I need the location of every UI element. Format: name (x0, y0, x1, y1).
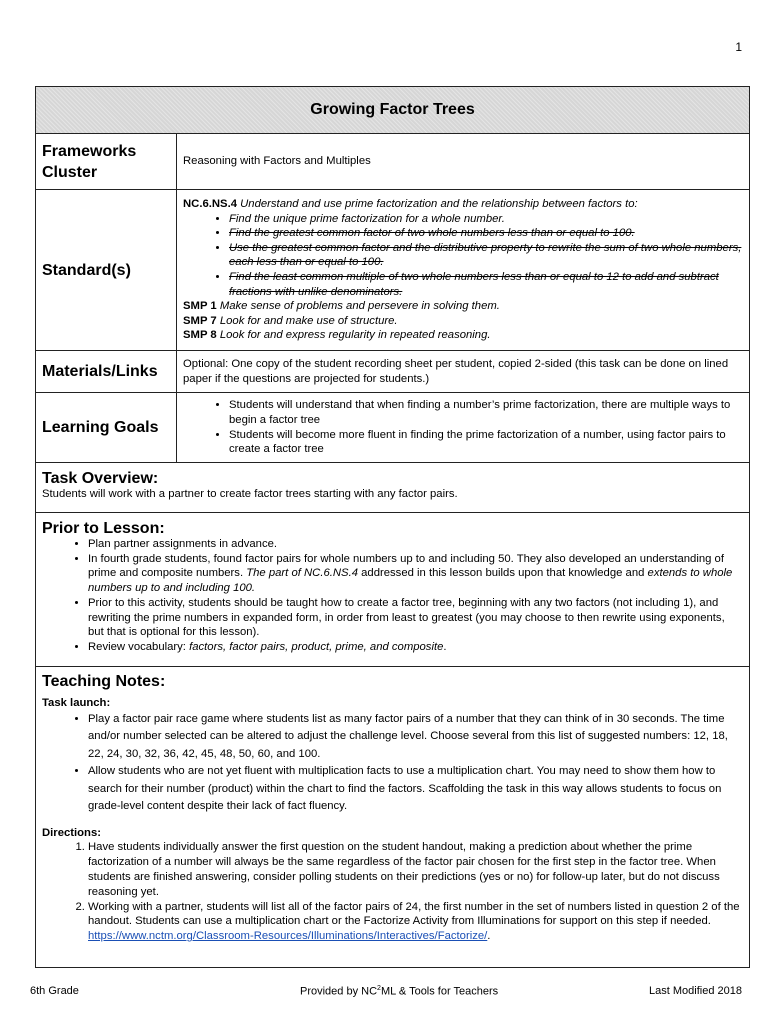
standard-main (183, 197, 743, 212)
teaching-notes-section (36, 667, 750, 968)
prior-to-lesson-list (42, 537, 743, 655)
page-number: 1 (735, 40, 742, 54)
direction-item: 1. Have students individually answer the first question on the student handout, making a prediction about whether the prime factorization of a number will always be the same regardless of the factor pair chosen for the first step in the factor tree. When students are finished answering, consider polling students on their predictions (yes or no) for follow-up later, but do not discuss reasoning yet. (88, 840, 743, 899)
lesson-table (35, 86, 750, 968)
learning-goals-list (183, 398, 743, 456)
standards-label: Standard(s) (36, 190, 177, 351)
lesson-title: Growing Factor Trees (36, 87, 750, 134)
smp-7 (183, 314, 743, 329)
directions-list (42, 840, 743, 944)
direction-text: . (487, 930, 491, 943)
footer-provided-by (300, 985, 498, 998)
prior-item-text: . (443, 641, 447, 654)
standard-bullet: • Find the least common multiple of two whole numbers less than or equal to 12 to add and subtract fractions with unlike denominators. (229, 270, 743, 299)
standard-text: Understand and use prime factorization and the relationship between factors to: (237, 198, 638, 211)
smp-text: Look for and make use of structure. (216, 314, 398, 327)
task-launch-label: Task launch: (42, 696, 111, 709)
task-overview-heading: Task Overview: (42, 469, 159, 487)
launch-item: • Allow students who are not yet fluent with multiplication facts to use a multiplication chart. You may need to show them how to search for their number (product) within the chart to find the factors. Scaffolding the task in this way allows students to focus on grade-level content despite their lack of fact fluency. (88, 763, 743, 816)
standard-bullet: • Find the unique prime factorization for a whole number. (229, 212, 743, 227)
prior-item (88, 640, 743, 655)
prior-to-lesson-section (36, 513, 750, 667)
materials-label: Materials/Links (36, 351, 177, 393)
prior-item (88, 552, 743, 596)
directions-label: Directions: (42, 826, 102, 839)
launch-item: • Play a factor pair race game where students list as many factor pairs of a number that they can think of in 30 seconds. The time and/or number selected can be altered to adjust the challenge level. Choose several from this list of suggested numbers: 12, 18, 22, 24, 30, 32, 36, 42, 45, 48, 50, 60, and 100. (88, 711, 743, 764)
direction-item (88, 900, 743, 944)
prior-to-lesson-heading: Prior to Lesson: (42, 519, 165, 537)
footer-modified: Last Modified 2018 (649, 985, 742, 997)
standard-bullet: • Find the greatest common factor of two whole numbers less than or equal to 100. (229, 226, 743, 241)
direction-text: Working with a partner, students will list all of the factor pairs of 24, the first number in the set of numbers listed in question 2 of the handout. Students can use a multiplication chart or the Factorize Activity from Illuminations for support on this step if needed. (88, 900, 740, 928)
footer-grade: 6th Grade (30, 985, 79, 997)
prior-item-italic: The part of NC.6.NS.4 (246, 567, 358, 580)
standard-code: NC.6.NS.4 (183, 198, 237, 211)
smp-8 (183, 328, 743, 343)
footer-superscript: 2 (377, 985, 381, 992)
prior-item-italic: extends to whole numbers up to and including 100. (88, 567, 733, 595)
smp-code: SMP 7 (183, 314, 217, 327)
frameworks-label-line1: Frameworks (42, 142, 137, 160)
frameworks-value: Reasoning with Factors and Multiples (177, 134, 750, 190)
learning-goals-content (177, 393, 750, 463)
smp-code: SMP 8 (183, 329, 217, 342)
standards-content (177, 190, 750, 351)
learning-goal: • Students will become more fluent in finding the prime factorization of a number, using factor pairs to create a factor tree (229, 428, 743, 457)
smp-1 (183, 299, 743, 314)
prior-item: • Prior to this activity, students should be taught how to create a factor tree, beginning with any two factors (not including 1), and rewriting the prime numbers in expanded form, in order from least to greatest (you may choose to then rewrite using exponents, but that is optional for this lesson). (88, 596, 743, 640)
footer-provided-text: Provided by NC (300, 985, 378, 998)
teaching-notes-heading: Teaching Notes: (42, 673, 166, 690)
task-overview-text: Students will work with a partner to create factor trees starting with any factor pairs. (42, 487, 458, 500)
smp-text: Look for and express regularity in repeated reasoning. (216, 329, 491, 342)
learning-goals-label: Learning Goals (36, 393, 177, 463)
materials-text: Optional: One copy of the student recording sheet per student, copied 2-sided (this task can be done on lined paper if the questions are projected for students.) (177, 351, 750, 393)
prior-item-italic: factors, factor pairs, product, prime, and composite (189, 641, 444, 654)
frameworks-label (36, 134, 177, 190)
smp-code: SMP 1 (183, 300, 217, 313)
footer-provided-text: ML & Tools for Teachers (380, 985, 499, 998)
smp-text: Make sense of problems and persevere in solving them. (216, 300, 500, 313)
task-overview-section (36, 463, 750, 513)
prior-item: • Plan partner assignments in advance. (88, 537, 743, 552)
prior-item-text: Review vocabulary: (88, 641, 190, 654)
prior-item-text: In fourth grade students, found factor pairs for whole numbers up to and including 50. They also developed an understanding of prime and composite numbers. (88, 552, 724, 580)
prior-item-text: addressed in this lesson builds upon that knowledge and (358, 567, 648, 580)
illuminations-link[interactable]: https://www.nctm.org/Classroom-Resources/Illuminations/Interactives/Factorize/ (88, 930, 488, 943)
frameworks-label-line2: Cluster (42, 163, 98, 181)
learning-goal: • Students will understand that when finding a number’s prime factorization, there are multiple ways to begin a factor tree (229, 398, 743, 427)
standard-bullet: • Use the greatest common factor and the distributive property to rewrite the sum of two whole numbers, each less than or equal to 100. (229, 241, 743, 270)
standard-bullets (183, 212, 743, 300)
task-launch-list (42, 711, 743, 816)
